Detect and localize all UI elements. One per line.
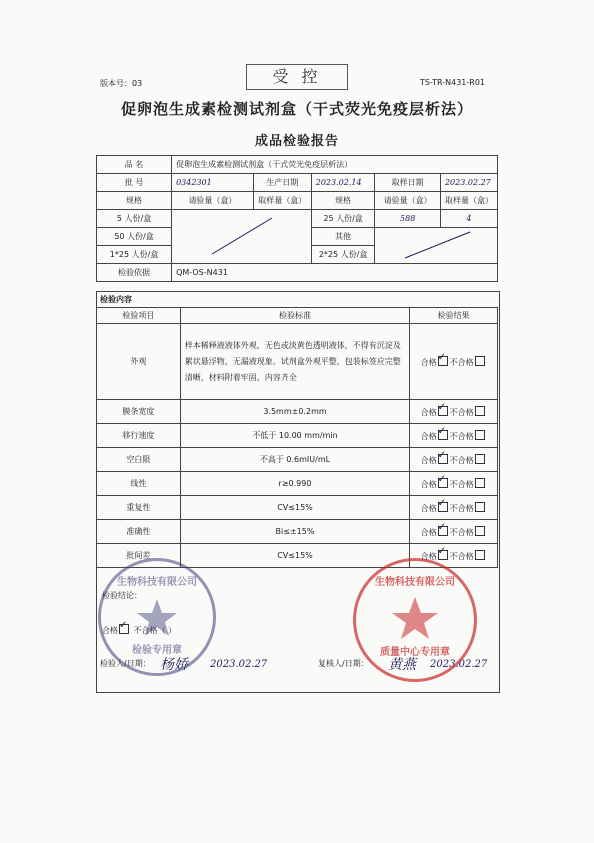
fail-checkbox bbox=[475, 502, 485, 512]
table-row bbox=[97, 472, 498, 496]
left-qty-cancelled bbox=[172, 210, 312, 264]
report-title: 促卵泡生成素检测试剂盒（干式荧光免疫层析法） bbox=[120, 100, 473, 118]
reviewer-date: 2023.02.27 bbox=[430, 659, 488, 670]
info-row-basis bbox=[97, 264, 498, 282]
item-result: 合格✓ 不合格 bbox=[410, 496, 498, 520]
sample-qty-value: 4 bbox=[440, 210, 497, 228]
item-result: 合格✓ 不合格 bbox=[410, 400, 498, 424]
pass-checkbox bbox=[438, 478, 448, 488]
item-result: 合格✓ 不合格 bbox=[410, 544, 498, 568]
stamp-purpose: 检验专用章 bbox=[132, 645, 182, 656]
col-item-header: 检验项目 bbox=[97, 308, 181, 324]
pass-checkbox bbox=[438, 430, 448, 440]
quality-stamp bbox=[353, 558, 477, 682]
inspect-qty-value: 588 bbox=[375, 210, 441, 228]
sample-date-label: 取样日期 bbox=[375, 174, 441, 192]
inspector-signature: 杨娇 bbox=[160, 657, 188, 673]
pass-checkbox bbox=[438, 502, 448, 512]
item-standard: r≥0.990 bbox=[180, 472, 409, 496]
sample-qty-header-2: 取样量（盒） bbox=[440, 192, 497, 210]
batch-value: 0342301 bbox=[172, 174, 254, 192]
info-table bbox=[96, 155, 498, 282]
item-standard: Bi≤±15% bbox=[180, 520, 409, 544]
pass-checkbox bbox=[438, 454, 448, 464]
info-row-batch bbox=[97, 174, 498, 192]
inspection-table bbox=[96, 307, 498, 568]
prod-date-label: 生产日期 bbox=[253, 174, 311, 192]
basis-value: QM-OS-N431 bbox=[172, 264, 498, 282]
item-name: 线性 bbox=[97, 472, 181, 496]
item-standard: 样本稀释液液体外观，无色或淡黄色透明液体，不得有沉淀及絮状悬浮物，无漏液现象。试剂盒外观平整，包装标签应完整清晰，材料附着牢固，内容齐全 bbox=[180, 324, 409, 400]
table-row bbox=[97, 424, 498, 448]
document-code: TS-TR-N431-R01 bbox=[420, 78, 486, 87]
reviewer-signature: 黄燕 bbox=[388, 657, 416, 673]
inspection-stamp bbox=[98, 558, 216, 676]
item-result: 合格✓ 不合格 bbox=[410, 472, 498, 496]
item-standard: 3.5mm±0.2mm bbox=[180, 400, 409, 424]
batch-label: 批 号 bbox=[97, 174, 172, 192]
spec-right: 其他 bbox=[311, 228, 375, 246]
inspection-header-row bbox=[97, 308, 498, 324]
stamp-company: 生物科技有限公司 bbox=[117, 577, 197, 588]
conclusion-pass-label: 合格 bbox=[102, 626, 118, 635]
item-name: 准确性 bbox=[97, 520, 181, 544]
inspect-qty-header-2: 请验量（盒） bbox=[375, 192, 441, 210]
stamp-company: 生物科技有限公司 bbox=[375, 577, 455, 588]
fail-checkbox bbox=[475, 356, 485, 366]
spec-left: 1*25 人份/盒 bbox=[97, 246, 172, 264]
fail-checkbox bbox=[475, 550, 485, 560]
item-name: 外观 bbox=[97, 324, 181, 400]
pass-checkbox bbox=[438, 356, 448, 366]
table-row bbox=[97, 448, 498, 472]
info-row-spec-header bbox=[97, 192, 498, 210]
inspect-qty-header: 请验量（盒） bbox=[172, 192, 254, 210]
item-result: 合格✓ 不合格 bbox=[410, 324, 498, 400]
product-label: 品 名 bbox=[97, 156, 172, 174]
control-stamp: 受 控 bbox=[246, 64, 348, 90]
table-row bbox=[97, 324, 498, 400]
reviewer-label: 复核人/日期： bbox=[318, 659, 369, 668]
report-subtitle: 成品检验报告 bbox=[254, 134, 339, 149]
info-row-product bbox=[97, 156, 498, 174]
sample-date-value: 2023.02.27 bbox=[440, 174, 497, 192]
table-row bbox=[97, 520, 498, 544]
fail-checkbox bbox=[475, 406, 485, 416]
item-name: 移行速度 bbox=[97, 424, 181, 448]
cancel-slash-icon bbox=[375, 228, 496, 262]
product-value: 促卵泡生成素检测试剂盒（干式荧光免疫层析法） bbox=[172, 156, 498, 174]
spec-header-2: 规格 bbox=[311, 192, 375, 210]
table-row bbox=[97, 496, 498, 520]
stamp-purpose: 质量中心专用章 bbox=[380, 647, 450, 658]
content-section-label: 检验内容 bbox=[100, 295, 132, 304]
conclusion-label: 检验结论： bbox=[102, 591, 142, 600]
info-row-spec-1 bbox=[97, 210, 498, 228]
fail-checkbox bbox=[475, 478, 485, 488]
item-name: 空白限 bbox=[97, 448, 181, 472]
item-result: 合格✓ 不合格 bbox=[410, 448, 498, 472]
item-standard: 不低于 10.00 mm/min bbox=[180, 424, 409, 448]
version-number: 版本号：03 bbox=[100, 79, 143, 88]
spec-right: 25 人份/盒 bbox=[311, 210, 375, 228]
prod-date-value: 2023.02.14 bbox=[311, 174, 375, 192]
col-result-header: 检验结果 bbox=[410, 308, 498, 324]
spec-left: 5 人份/盒 bbox=[97, 210, 172, 228]
inspector-date: 2023.02.27 bbox=[210, 659, 268, 670]
conclusion-fail-label: 不合格（ ） bbox=[133, 626, 177, 635]
inspector-label: 检验人/日期： bbox=[100, 659, 151, 668]
pass-checkbox bbox=[438, 550, 448, 560]
item-result: 合格✓ 不合格 bbox=[410, 520, 498, 544]
item-name: 膜条宽度 bbox=[97, 400, 181, 424]
sample-qty-header: 取样量（盒） bbox=[253, 192, 311, 210]
basis-label: 检验依据 bbox=[97, 264, 172, 282]
spec-right: 2*25 人份/盒 bbox=[311, 246, 375, 264]
col-standard-header: 检验标准 bbox=[180, 308, 409, 324]
item-name: 重复性 bbox=[97, 496, 181, 520]
fail-checkbox bbox=[475, 430, 485, 440]
pass-checkbox bbox=[438, 406, 448, 416]
fail-checkbox bbox=[475, 454, 485, 464]
pass-checkbox bbox=[438, 526, 448, 536]
item-standard: CV≤15% bbox=[180, 496, 409, 520]
item-standard: CV≤15% bbox=[180, 544, 409, 568]
fail-checkbox bbox=[475, 526, 485, 536]
spec-header: 规格 bbox=[97, 192, 172, 210]
table-row bbox=[97, 400, 498, 424]
item-standard: 不高于 0.6mIU/mL bbox=[180, 448, 409, 472]
right-qty-cancelled bbox=[375, 228, 498, 264]
spec-left: 50 人份/盒 bbox=[97, 228, 172, 246]
item-name: 批间差 bbox=[97, 544, 181, 568]
item-result: 合格✓ 不合格 bbox=[410, 424, 498, 448]
cancel-slash-icon bbox=[172, 210, 312, 261]
